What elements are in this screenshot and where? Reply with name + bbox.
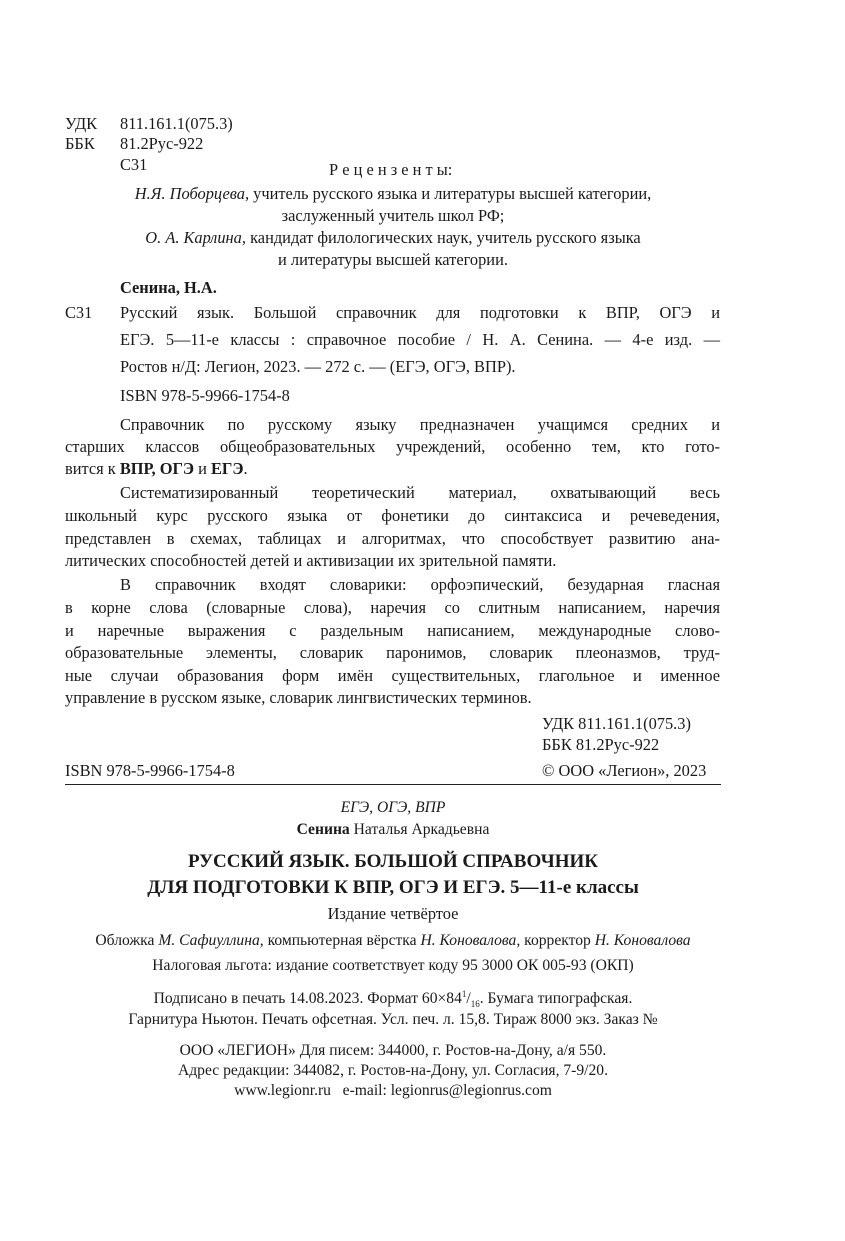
reviewer-1-title: учитель русского языка и литературы высшей категории, xyxy=(253,184,652,203)
annotation-p3-line-5: ные случаи образования форм имён существительных, глагольное и именное xyxy=(65,666,720,685)
print-info-line-1: Подписано в печать 14.08.2023. Формат $60\times 84^1/_{16}$. Бумага типографская. xyxy=(153,988,633,1010)
bbk-code: 81.2Рус-922 xyxy=(120,134,204,153)
annotation-p2-line-4: литических способностей детей и активизации их зрительной памяти. xyxy=(65,551,557,570)
reviewer-1-line-1 xyxy=(65,183,721,204)
bib-mark: С31 xyxy=(65,303,93,322)
copyright: © ООО «Легион», 2023 xyxy=(542,761,707,780)
divider-line xyxy=(65,784,721,785)
reviewer-2-line-2: и литературы высшей категории. xyxy=(278,250,508,269)
tax-note: Налоговая льгота: издание соответствует коду 95 3000 ОК 005-93 (ОКП) xyxy=(152,957,634,974)
reviewer-2-name: О. А. Карлина, xyxy=(145,228,246,247)
bbk-right: ББК 81.2Рус-922 xyxy=(542,735,660,754)
bbk-label: ББК xyxy=(65,134,95,153)
bib-line-1: Русский язык. Большой справочник для подготовки к ВПР, ОГЭ и xyxy=(120,303,720,322)
address-line-2: Адрес редакции: 344082, г. Ростов-на-Дону, ул. Согласия, 7-9/20. xyxy=(177,1062,608,1079)
bib-author: Сенина, Н.А. xyxy=(120,278,217,297)
udk-label: УДК xyxy=(65,114,98,133)
reviewer-2-title: кандидат филологических наук, учитель русского языка xyxy=(250,228,641,247)
annotation-p3-line-2: в корне слова (словарные слова), наречия со слитным написанием, наречия xyxy=(65,598,720,617)
annotation-p1-line-1: Справочник по русскому языку предназначен учащимся средних и xyxy=(120,415,720,434)
print-info-line-2: Гарнитура Ньютон. Печать офсетная. Усл. печ. л. 15,8. Тираж 8000 экз. Заказ № xyxy=(128,1011,658,1028)
bib-line-2: ЕГЭ. 5—11-е классы : справочное пособие / Н. А. Сенина. — 4-е изд. — xyxy=(120,330,720,349)
reviewer-1-line-2: заслуженный учитель школ РФ; xyxy=(281,206,505,225)
annotation-p3-line-1: В справочник входят словарики: орфоэпический, безударная гласная xyxy=(120,575,720,594)
reviewer-1-name: Н.Я. Поборцева, xyxy=(134,184,250,203)
exam-names-bold: ВПР, ОГЭ xyxy=(119,459,194,478)
annotation-p2-line-2: школьный курс русского языка от фонетики до синтаксиса и речеведения, xyxy=(65,506,720,525)
annotation-p3-line-4: образовательные элементы, словарик паронимов, словарик плеоназмов, труд- xyxy=(65,643,720,662)
series: ЕГЭ, ОГЭ, ВПР xyxy=(340,799,446,816)
author-mark: С31 xyxy=(120,155,148,174)
annotation-p1-line-2: старших классов общеобразовательных учреждений, особенно тем, кто гото- xyxy=(65,437,720,456)
book-title-line-2: ДЛЯ ПОДГОТОВКИ К ВПР, ОГЭ И ЕГЭ. 5—11-е классы xyxy=(147,877,639,898)
edition: Издание четвёртое xyxy=(327,904,459,923)
exam-ege-bold: ЕГЭ xyxy=(211,459,244,478)
book-title-line-1: РУССКИЙ ЯЗЫК. БОЛЬШОЙ СПРАВОЧНИК xyxy=(187,851,599,872)
annotation-p1-line-3: вится к ВПР, ОГЭ и ЕГЭ. xyxy=(65,459,248,478)
isbn-bottom: ISBN 978-5-9966-1754-8 xyxy=(65,761,235,780)
annotation-p3-line-6: управление в русском языке, словарик лингвистических терминов. xyxy=(65,688,532,707)
annotation-p3-line-3: и наречные выражения с раздельным написанием, международные слово- xyxy=(65,621,720,640)
address-line-1: ООО «ЛЕГИОН» Для писем: 344000, г. Ростов-на-Дону, а/я 550. xyxy=(179,1042,607,1059)
imprint-author: Сенина Наталья Аркадьевна xyxy=(296,821,490,838)
annotation-p2-line-1: Систематизированный теоретический материал, охватывающий весь xyxy=(120,483,720,502)
reviewers-heading: Р е ц е н з е н т ы: xyxy=(329,160,453,179)
credits: Обложка М. Сафиуллина, компьютерная вёрстка Н. Коновалова, корректор Н. Коновалова xyxy=(95,932,691,949)
annotation-p2-line-3: представлен в схемах, таблицах и алгоритмах, что способствует развитию ана- xyxy=(65,529,720,548)
udk-code: 811.161.1(075.3) xyxy=(120,114,233,133)
bib-isbn: ISBN 978-5-9966-1754-8 xyxy=(120,386,290,405)
reviewer-2-line-1 xyxy=(65,227,721,248)
web-contacts: www.legionr.ru e-mail: legionrus@legionrus.com xyxy=(234,1082,552,1099)
udk-right: УДК 811.161.1(075.3) xyxy=(542,714,691,733)
bib-line-3: Ростов н/Д: Легион, 2023. — 272 с. — (ЕГЭ, ОГЭ, ВПР). xyxy=(120,357,516,376)
